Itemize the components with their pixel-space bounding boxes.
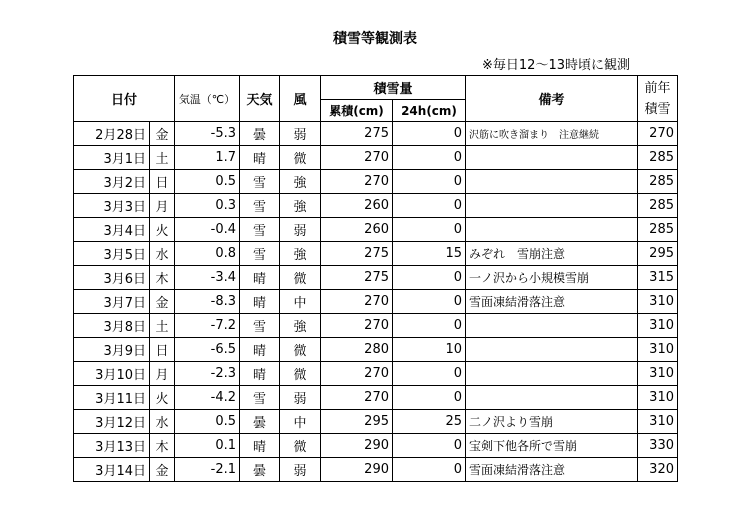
cell-remark — [466, 314, 638, 338]
header-date: 日付 — [74, 76, 175, 122]
cell-wind: 弱 — [280, 458, 321, 482]
cell-wind: 微 — [280, 146, 321, 170]
cell-snow-total: 260 — [321, 218, 393, 242]
cell-snow-24h: 0 — [393, 290, 466, 314]
cell-wind: 強 — [280, 170, 321, 194]
cell-wind: 弱 — [280, 122, 321, 146]
cell-remark: 沢筋に吹き溜まり 注意継続 — [466, 122, 638, 146]
cell-snow-total: 275 — [321, 266, 393, 290]
cell-prev-year: 295 — [638, 242, 678, 266]
cell-remark: 宝剣下他各所で雪崩 — [466, 434, 638, 458]
cell-day-of-week: 土 — [150, 314, 175, 338]
cell-weather: 雪 — [240, 218, 280, 242]
header-prev-line1: 前年 — [644, 80, 671, 96]
cell-snow-24h: 0 — [393, 266, 466, 290]
cell-prev-year: 310 — [638, 410, 678, 434]
cell-temperature: -3.4 — [175, 266, 240, 290]
cell-snow-24h: 0 — [393, 122, 466, 146]
cell-weather: 晴 — [240, 362, 280, 386]
table-row — [74, 434, 678, 458]
cell-day-of-week: 水 — [150, 242, 175, 266]
page-title: 積雪等観測表 — [333, 31, 417, 47]
table-body — [74, 122, 678, 482]
cell-day-of-week: 水 — [150, 410, 175, 434]
cell-snow-total: 270 — [321, 362, 393, 386]
table-row — [74, 290, 678, 314]
table-row — [74, 458, 678, 482]
cell-wind: 強 — [280, 242, 321, 266]
cell-remark: みぞれ 雪崩注意 — [466, 242, 638, 266]
cell-snow-24h: 0 — [393, 386, 466, 410]
cell-remark: 二ノ沢より雪崩 — [466, 410, 638, 434]
cell-temperature: 0.5 — [175, 410, 240, 434]
cell-weather: 雪 — [240, 194, 280, 218]
cell-day-of-week: 土 — [150, 146, 175, 170]
cell-wind: 微 — [280, 362, 321, 386]
table-row — [74, 194, 678, 218]
cell-weather: 曇 — [240, 458, 280, 482]
cell-wind: 強 — [280, 194, 321, 218]
header-remarks: 備考 — [466, 76, 638, 122]
cell-date: 3月8日 — [74, 314, 150, 338]
cell-snow-24h: 0 — [393, 218, 466, 242]
table-row — [74, 362, 678, 386]
header-prev-year — [638, 76, 678, 122]
cell-remark: 一ノ沢から小規模雪崩 — [466, 266, 638, 290]
header-snow-group: 積雪量 — [321, 76, 466, 100]
cell-date: 3月14日 — [74, 458, 150, 482]
table-row — [74, 338, 678, 362]
table-row — [74, 314, 678, 338]
observation-note: ※毎日12～13時頃に観測 — [482, 58, 630, 73]
cell-day-of-week: 月 — [150, 194, 175, 218]
cell-date: 3月3日 — [74, 194, 150, 218]
cell-weather: 晴 — [240, 146, 280, 170]
cell-weather: 晴 — [240, 266, 280, 290]
cell-day-of-week: 木 — [150, 434, 175, 458]
cell-prev-year: 315 — [638, 266, 678, 290]
cell-snow-total: 275 — [321, 122, 393, 146]
cell-date: 3月1日 — [74, 146, 150, 170]
cell-date: 3月7日 — [74, 290, 150, 314]
cell-day-of-week: 日 — [150, 170, 175, 194]
cell-snow-24h: 15 — [393, 242, 466, 266]
cell-remark — [466, 218, 638, 242]
cell-date: 3月13日 — [74, 434, 150, 458]
cell-wind: 微 — [280, 338, 321, 362]
cell-prev-year: 310 — [638, 290, 678, 314]
cell-date: 3月6日 — [74, 266, 150, 290]
cell-snow-24h: 0 — [393, 170, 466, 194]
cell-snow-total: 280 — [321, 338, 393, 362]
table-row — [74, 386, 678, 410]
cell-snow-24h: 0 — [393, 434, 466, 458]
cell-prev-year: 330 — [638, 434, 678, 458]
table-row — [74, 170, 678, 194]
header-snow-24h: 24h(cm) — [393, 100, 466, 122]
cell-date: 3月2日 — [74, 170, 150, 194]
cell-wind: 弱 — [280, 218, 321, 242]
snow-observation-table — [73, 75, 678, 482]
cell-temperature: 0.5 — [175, 170, 240, 194]
cell-date: 3月9日 — [74, 338, 150, 362]
cell-remark — [466, 386, 638, 410]
cell-date: 3月12日 — [74, 410, 150, 434]
cell-remark — [466, 194, 638, 218]
cell-remark — [466, 362, 638, 386]
cell-prev-year: 285 — [638, 218, 678, 242]
cell-temperature: 1.7 — [175, 146, 240, 170]
cell-snow-total: 270 — [321, 386, 393, 410]
cell-weather: 曇 — [240, 122, 280, 146]
cell-day-of-week: 火 — [150, 218, 175, 242]
cell-day-of-week: 金 — [150, 122, 175, 146]
cell-date: 3月11日 — [74, 386, 150, 410]
cell-remark — [466, 146, 638, 170]
cell-prev-year: 310 — [638, 386, 678, 410]
cell-snow-total: 295 — [321, 410, 393, 434]
cell-prev-year: 310 — [638, 338, 678, 362]
cell-weather: 雪 — [240, 170, 280, 194]
cell-temperature: -2.1 — [175, 458, 240, 482]
cell-remark: 雪面凍結滑落注意 — [466, 290, 638, 314]
cell-prev-year: 310 — [638, 314, 678, 338]
cell-date: 3月10日 — [74, 362, 150, 386]
cell-temperature: -2.3 — [175, 362, 240, 386]
cell-snow-total: 290 — [321, 458, 393, 482]
cell-weather: 晴 — [240, 338, 280, 362]
cell-snow-24h: 0 — [393, 458, 466, 482]
cell-temperature: -5.3 — [175, 122, 240, 146]
cell-snow-24h: 25 — [393, 410, 466, 434]
cell-temperature: -7.2 — [175, 314, 240, 338]
cell-snow-total: 270 — [321, 146, 393, 170]
cell-prev-year: 320 — [638, 458, 678, 482]
cell-snow-24h: 0 — [393, 314, 466, 338]
cell-day-of-week: 木 — [150, 266, 175, 290]
cell-date: 3月4日 — [74, 218, 150, 242]
cell-weather: 晴 — [240, 290, 280, 314]
header-weather: 天気 — [240, 76, 280, 122]
table-row — [74, 122, 678, 146]
cell-temperature: 0.1 — [175, 434, 240, 458]
cell-prev-year: 270 — [638, 122, 678, 146]
cell-temperature: -6.5 — [175, 338, 240, 362]
cell-temperature: -0.4 — [175, 218, 240, 242]
header-snow-total: 累積(cm) — [321, 100, 393, 122]
cell-prev-year: 285 — [638, 146, 678, 170]
cell-temperature: -8.3 — [175, 290, 240, 314]
cell-date: 3月5日 — [74, 242, 150, 266]
cell-weather: 晴 — [240, 434, 280, 458]
cell-weather: 雪 — [240, 386, 280, 410]
cell-temperature: 0.8 — [175, 242, 240, 266]
cell-day-of-week: 日 — [150, 338, 175, 362]
header-wind: 風 — [280, 76, 321, 122]
cell-wind: 中 — [280, 410, 321, 434]
cell-temperature: 0.3 — [175, 194, 240, 218]
cell-snow-total: 270 — [321, 290, 393, 314]
cell-snow-total: 260 — [321, 194, 393, 218]
cell-wind: 強 — [280, 314, 321, 338]
cell-snow-total: 290 — [321, 434, 393, 458]
table-row — [74, 146, 678, 170]
header-prev-line2: 積雪 — [644, 101, 671, 117]
cell-snow-total: 275 — [321, 242, 393, 266]
table-row — [74, 266, 678, 290]
cell-prev-year: 310 — [638, 362, 678, 386]
cell-day-of-week: 金 — [150, 290, 175, 314]
cell-weather: 雪 — [240, 314, 280, 338]
cell-wind: 中 — [280, 290, 321, 314]
cell-remark: 雪面凍結滑落注意 — [466, 458, 638, 482]
cell-snow-24h: 10 — [393, 338, 466, 362]
cell-wind: 微 — [280, 434, 321, 458]
cell-date: 2月28日 — [74, 122, 150, 146]
cell-prev-year: 285 — [638, 194, 678, 218]
table-row — [74, 242, 678, 266]
cell-temperature: -4.2 — [175, 386, 240, 410]
cell-snow-24h: 0 — [393, 146, 466, 170]
cell-snow-24h: 0 — [393, 362, 466, 386]
cell-snow-total: 270 — [321, 314, 393, 338]
table-row — [74, 218, 678, 242]
cell-snow-total: 270 — [321, 170, 393, 194]
cell-prev-year: 285 — [638, 170, 678, 194]
cell-weather: 曇 — [240, 410, 280, 434]
cell-day-of-week: 火 — [150, 386, 175, 410]
table-row — [74, 410, 678, 434]
cell-remark — [466, 170, 638, 194]
cell-day-of-week: 月 — [150, 362, 175, 386]
cell-snow-24h: 0 — [393, 194, 466, 218]
cell-weather: 雪 — [240, 242, 280, 266]
cell-wind: 微 — [280, 266, 321, 290]
cell-day-of-week: 金 — [150, 458, 175, 482]
header-temp: 気温（℃） — [175, 76, 240, 122]
cell-wind: 弱 — [280, 386, 321, 410]
cell-remark — [466, 338, 638, 362]
